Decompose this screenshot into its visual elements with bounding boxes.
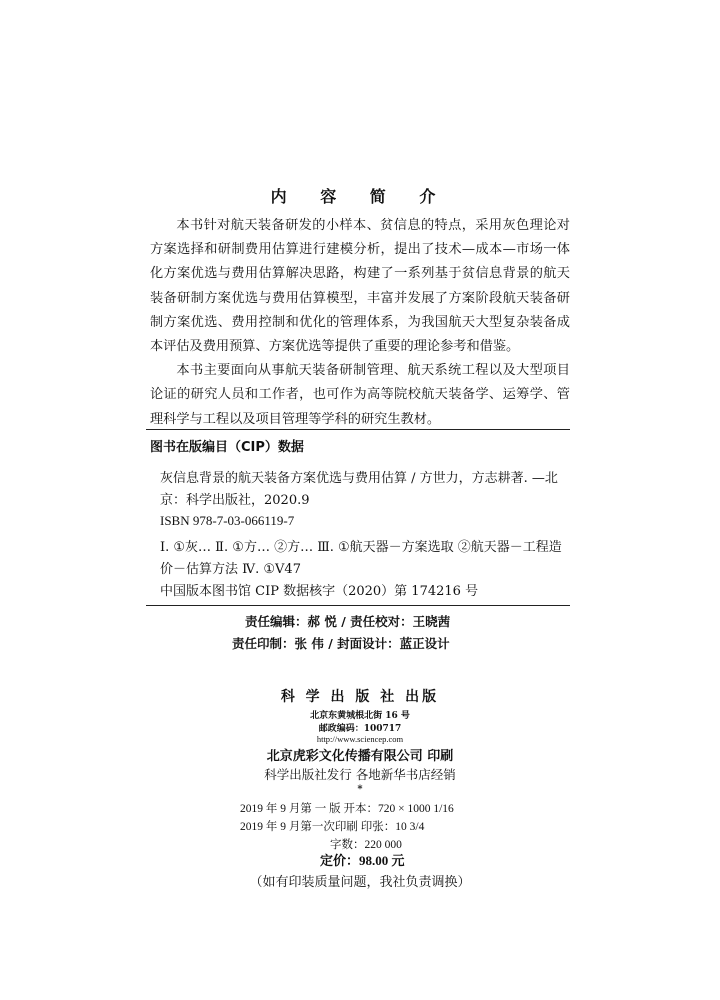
editors-line-1: 责任编辑：郝 悦 / 责任校对：王晓茜: [245, 614, 451, 629]
publisher-name: 科 学 出 版 社 出版: [280, 689, 440, 705]
cip-bottom-divider: [146, 605, 570, 606]
intro-title: 内 容 简 介: [270, 187, 450, 206]
cip-isbn: ISBN 978-7-03-066119-7: [160, 513, 295, 528]
publisher-postcode: 邮政编码：100717: [318, 724, 402, 734]
cip-title: 图书在版编目（CIP）数据: [150, 440, 304, 455]
publisher-address: 北京东黄城根北街 16 号: [310, 711, 410, 721]
cip-number: 中国版本图书馆 CIP 数据核字（2020）第 174216 号: [160, 584, 479, 599]
intro-paragraph-1: 本书针对航天装备研发的小样本、贫信息的特点，采用灰色理论对方案选择和研制费用估算进行建模分析，提出了技术—成本—市场一体化方案优选与费用估算解决思路，构建了一系列基于贫信息背景的航天装备研制方案优选与费用估算模型，丰富并发展了方案阶段航天装备研制方案优选、费用控制和优化的管理体系，为我国航天大型复杂装备成本评估及费用预算、方案优选等提供了重要的理论参考和借鉴。: [150, 218, 570, 355]
cip-description: 灰信息背景的航天装备方案优选与费用估算 / 方世力，方志耕著. —北京：科学出版社，2020.9: [160, 471, 558, 508]
word-count: 字数：220 000: [330, 839, 402, 851]
publisher-url: http://www.sciencep.com: [316, 734, 404, 744]
intro-paragraph-2: 本书主要面向从事航天装备研制管理、航天系统工程以及大型项目论证的研究人员和工作者，也可作为高等院校航天装备学、运筹学、管理科学与工程以及项目管理等学科的研究生教材。: [150, 363, 570, 427]
separator-star: *: [357, 784, 363, 795]
intro-body: [150, 214, 570, 432]
edition-line-2: 2019 年 9 月第一次印刷 印张：10 3/4: [240, 821, 425, 833]
price: 定价：98.00 元: [320, 853, 405, 868]
editors-line-2: 责任印制：张 伟 / 封面设计：蓝正设计: [232, 636, 450, 651]
cip-classification: Ⅰ. ①灰… Ⅱ. ①方… ②方… Ⅲ. ①航天器－方案选取 ②航天器－工程造价－估算方法 Ⅳ. ①V47: [160, 540, 562, 577]
quality-notice: （如有印装质量问题，我社负责调换）: [249, 874, 471, 889]
cip-top-divider: [146, 429, 570, 430]
distribution-line: 科学出版社发行 各地新华书店经销: [264, 767, 456, 782]
printer-name: 北京虎彩文化传播有限公司 印刷: [266, 749, 454, 764]
edition-line-1: 2019 年 9 月第 一 版 开本：720 × 1000 1/16: [240, 803, 454, 815]
